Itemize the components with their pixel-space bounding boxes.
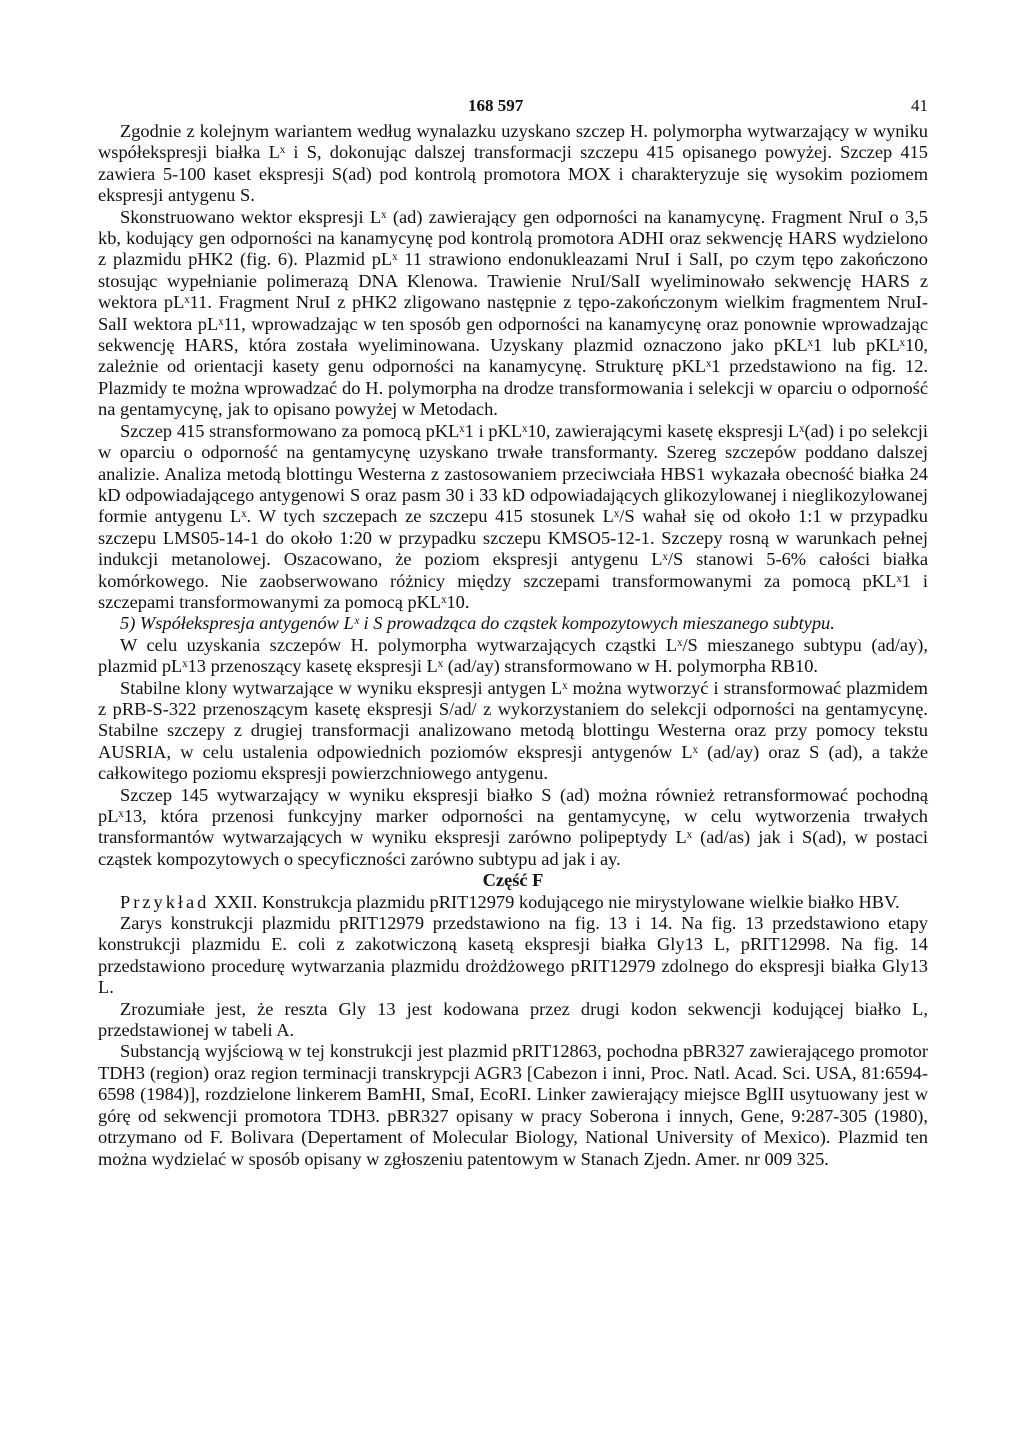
paragraph: W celu uzyskania szczepów H. polymorpha wytwarzających cząstki Lˣ/S mieszanego subtypu (ad/ay), plazmid pLˣ13 przenoszący kasetę ekspresji Lˣ (ad/ay) stransformowano w H. polymorpha RB10. [98, 634, 928, 677]
paragraph: Zrozumiałe jest, że reszta Gly 13 jest kodowana przez drugi kodon sekwencji kodującej białko L, przedstawionej w tabeli A. [98, 998, 928, 1041]
paragraph: Zgodnie z kolejnym wariantem według wynalazku uzyskano szczep H. polymorpha wytwarzający w wyniku współekspresji białka Lˣ i S, dokonując dalszej transformacji szczepu 415 opisanego powyżej. Szczep 415 zawiera 5-100 kaset ekspresji S(ad) pod kontrolą promotora MOX i charakteryzuje się wysokim poziomem ekspresji antygenu S. [98, 121, 928, 206]
page-header [98, 95, 928, 121]
example-title: XXII. Konstrukcja plazmidu pRIT12979 kodującego nie mirystylowane wielkie białko HBV. [209, 891, 900, 912]
page-number: 41 [911, 96, 928, 115]
part-heading: Część F [482, 870, 544, 891]
paragraph: Substancją wyjściową w tej konstrukcji jest plazmid pRIT12863, pochodna pBR327 zawierającego promotor TDH3 (region) oraz region terminacji transkrypcji AGR3 [Cabezon i inni, Proc. Natl. Acad. Sci. USA, 81:6594-6598 (1984)], rozdzielone linkerem BamHI, SmaI, EcoRI. Linker zawierający miejsce BglII usytuowany jest w górę od sekwencji promotora TDH3. pBR327 opisany w pracy Soberona i innych, Gene, 9:287-305 (1980), otrzymano od F. Bolivara (Depertament of Molecular Biology, National University of Mexico). Plazmid ten można wydzielać w sposób opisany w zgłoszeniu patentowym w Stanach Zjedn. Amer. nr 009 325. [98, 1041, 928, 1169]
paragraph: Skonstruowano wektor ekspresji Lˣ (ad) zawierający gen odporności na kanamycynę. Fragment NruI o 3,5 kb, kodujący gen odporności na kanamycynę pod kontrolą promotora ADHI oraz sekwencję HARS wydzielono z plazmidu pHK2 (fig. 6). Plazmid pLˣ 11 strawiono endonukleazami NruI i SalI, po czym tępo zakończono stosując wypełnianie polimerazą DNA Klenowa. Trawienie NruI/SalI wyeliminowało sekwencję HARS z wektora pLˣ11. Fragment NruI z pHK2 zligowano następnie z tępo-zakończonym wielkim fragmentem NruI-SalI wektora pLˣ11, wprowadzając w ten sposób gen odporności na kanamycynę oraz ponownie wprowadzając sekwencję HARS, która została wyeliminowana. Uzyskany plazmid oznaczono jako pKLˣ1 lub pKLˣ10, zależnie od orientacji kasety genu odporności na kanamycynę. Strukturę pKLˣ1 przedstawiono na fig. 12. Plazmidy te można wprowadzać do H. polymorpha na drodze transformowania i selekcji w oparciu o odporność na gentamycynę, jak to opisano powyżej w Metodach. [98, 206, 928, 420]
paragraph: Zarys konstrukcji plazmidu pRIT12979 przedstawiono na fig. 13 i 14. Na fig. 13 przedstawiono etapy konstrukcji plazmidu E. coli z zakotwiczoną kasetą ekspresji białka Gly13 L, pRIT12998. Na fig. 14 przedstawiono procedurę wytwarzania plazmidu drożdżowego pRIT12979 zdolnego do ekspresji białka Gly13 L. [98, 913, 928, 998]
paragraph: Szczep 415 stransformowano za pomocą pKLˣ1 i pKLˣ10, zawierającymi kasetę ekspresji Lˣ(ad) i po selekcji w oparciu o odporność na gentamycynę uzyskano trwałe transformanty. Szereg szczepów poddano dalszej analizie. Analiza metodą blottingu Westerna z zastosowaniem przeciwciała HBS1 wykazała obecność białka 24 kD odpowiadającego antygenowi S oraz pasm 30 i 33 kD odpowiadających glikozylowanej i nieglikozylowanej formie antygenu Lˣ. W tych szczepach ze szczepu 415 stosunek Lˣ/S wahał się od około 1:1 w przypadku szczepu LMS05-14-1 do około 1:20 w przypadku szczepu KMSO5-12-1. Szczepy rosną w warunkach pełnej indukcji metanolowej. Oszacowano, że poziom ekspresji antygenu Lˣ/S stanowi 5-6% całości białka komórkowego. Nie zaobserwowano różnicy między szczepami transformowanymi za pomocą pKLˣ1 i szczepami transformowanymi za pomocą pKLˣ10. [98, 420, 928, 612]
paragraph: Stabilne klony wytwarzające w wyniku ekspresji antygen Lˣ można wytworzyć i stransformować plazmidem z pRB-S-322 przenoszącym kasetę ekspresji S/ad/ z wykorzystaniem do selekcji odporności na gentamycynę. Stabilne szczepy z drugiej transformacji analizowano metodą blottingu Westerna oraz przy pomocy tekstu AUSRIA, w celu ustalenia odpowiednich poziomów ekspresji antygenów Lˣ (ad/ay) oraz S (ad), a także całkowitego poziomu ekspresji powierzchniowego antygenu. [98, 677, 928, 784]
example-label: Przykład [120, 891, 210, 912]
example-heading [98, 892, 928, 913]
patent-number: 168 597 [468, 96, 524, 115]
section-heading: 5) Współekspresja antygenów Lˣ i S prowadząca do cząstek kompozytowych mieszanego subtypu. [120, 613, 835, 634]
document-page [98, 95, 928, 1170]
paragraph: Szczep 145 wytwarzający w wyniku ekspresji białko S (ad) można również retransformować pochodną pLˣ13, która przenosi funkcyjny marker odporności na gentamycynę, w celu wytworzenia trwałych transformantów wytwarzających w wyniku ekspresji zarówno polipeptydy Lˣ (ad/as) jak i S(ad), w postaci cząstek kompozytowych o specyficzności zarówno subtypu ad jak i ay. [98, 784, 928, 869]
